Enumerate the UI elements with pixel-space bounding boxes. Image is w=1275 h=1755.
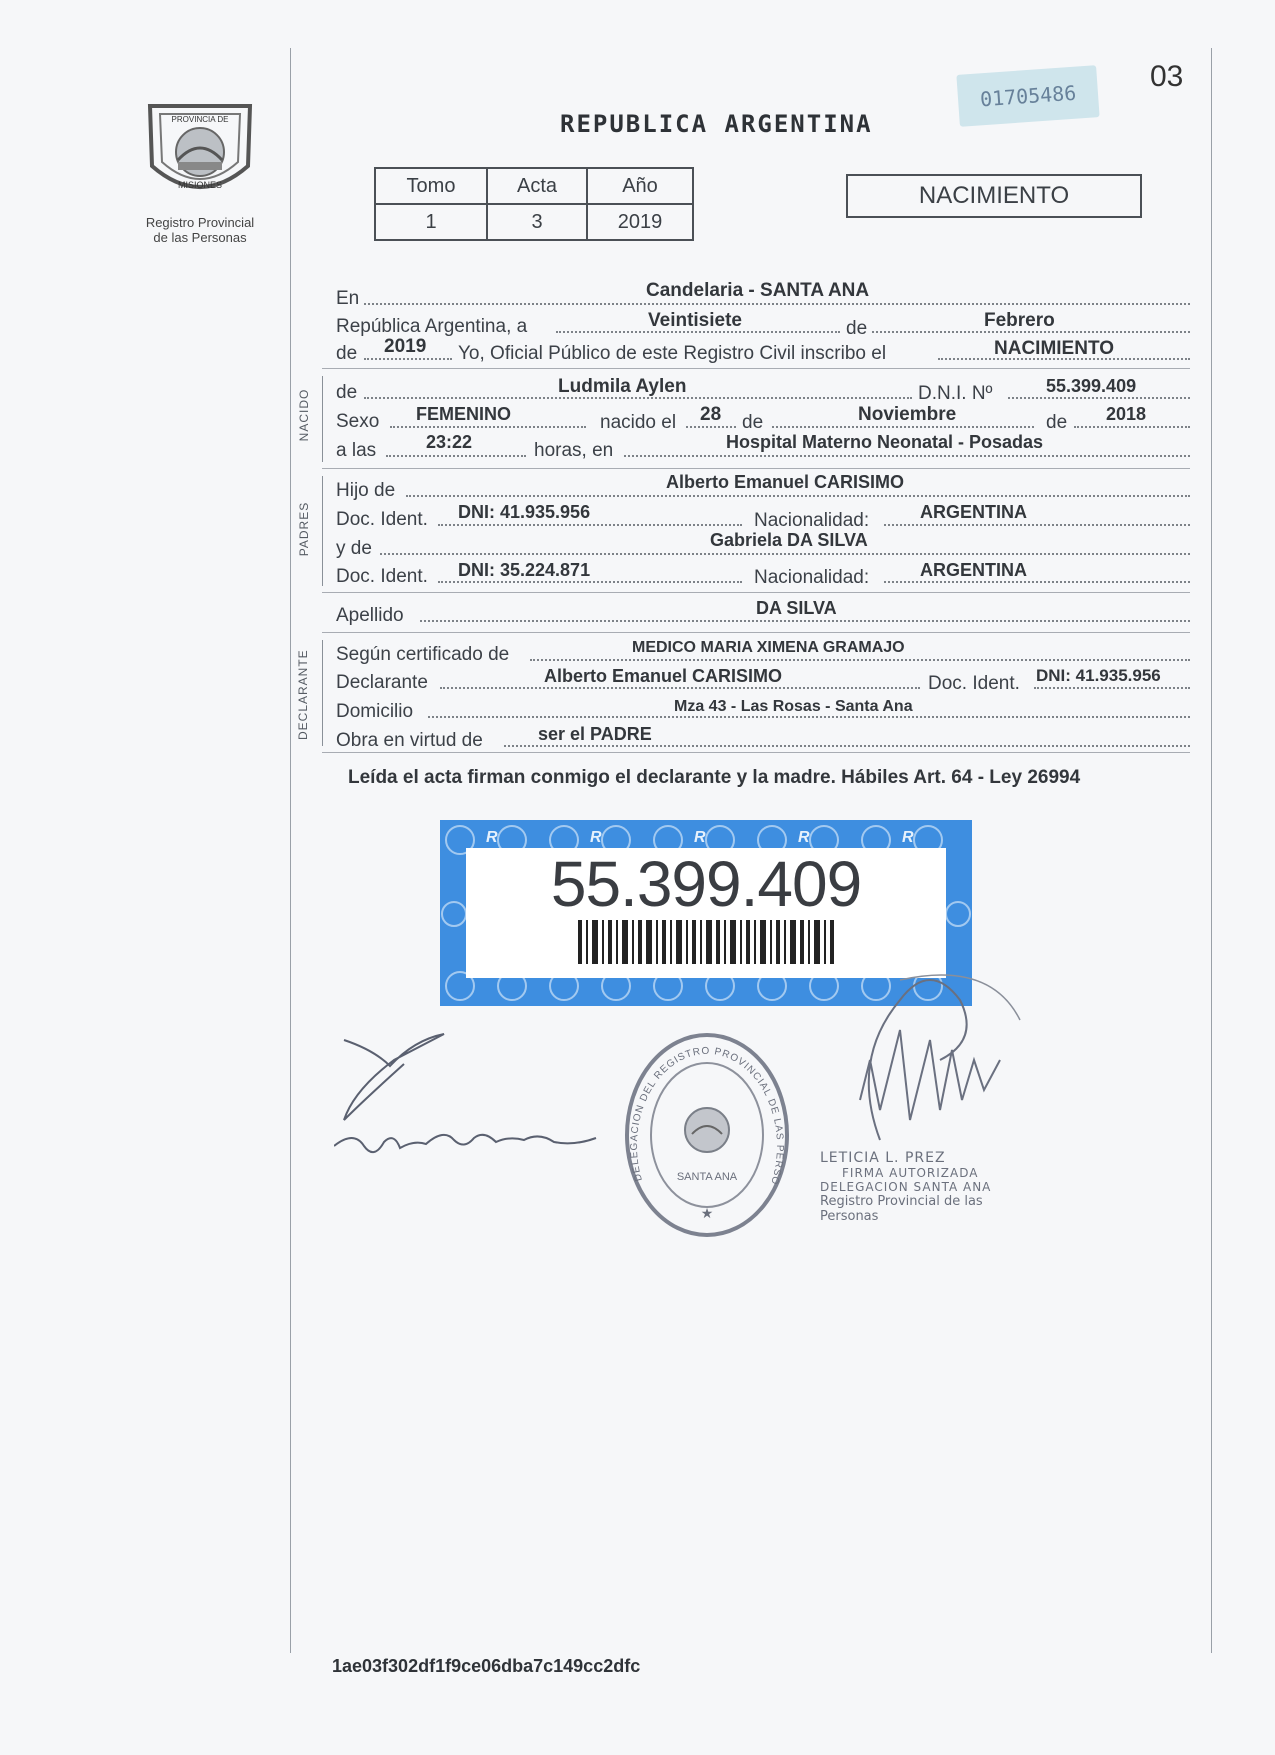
separator-5 bbox=[322, 752, 1190, 753]
svg-text:R: R bbox=[590, 829, 602, 846]
right-margin-line bbox=[1211, 48, 1212, 1653]
dots-mother bbox=[380, 553, 1190, 555]
label-nacionalidad-mother: Nacionalidad: bbox=[754, 567, 870, 588]
value-surname: DA SILVA bbox=[756, 598, 837, 618]
text-yo-oficial: Yo, Oficial Público de este Registro Civil inscribo el bbox=[458, 343, 887, 364]
dots-declarant-doc bbox=[1034, 687, 1190, 689]
registry-name-line2: de las Personas bbox=[153, 230, 247, 245]
value-year: 2019 bbox=[384, 336, 427, 357]
official-delegation: DELEGACION SANTA ANA bbox=[820, 1180, 992, 1194]
left-margin-line bbox=[290, 48, 291, 1653]
svg-text:MISIONES: MISIONES bbox=[177, 180, 223, 190]
label-declarante: Declarante bbox=[336, 672, 428, 693]
dots-father-nat bbox=[884, 524, 1190, 526]
meta-table-header-row bbox=[375, 168, 693, 204]
section-label-declarante: DECLARANTE bbox=[296, 649, 310, 740]
official-title: FIRMA AUTORIZADA bbox=[842, 1166, 979, 1180]
value-declarant: Alberto Emanuel CARISIMO bbox=[544, 666, 783, 686]
separator-1 bbox=[322, 368, 1190, 369]
label-obra-virtud: Obra en virtud de bbox=[336, 730, 483, 751]
value-declarant-doc: DNI: 41.935.956 bbox=[1036, 666, 1161, 685]
label-nacionalidad-father: Nacionalidad: bbox=[754, 510, 870, 531]
label-de-name: de bbox=[336, 382, 358, 403]
dots-time bbox=[386, 455, 526, 457]
value-month: Febrero bbox=[984, 310, 1055, 331]
label-en: En bbox=[336, 288, 360, 309]
value-sexo: FEMENINO bbox=[416, 404, 512, 424]
label-horas-en: horas, en bbox=[534, 440, 614, 461]
label-birth-de2: de bbox=[1046, 412, 1068, 433]
country-title: REPUBLICA ARGENTINA bbox=[560, 110, 873, 138]
label-republica: República Argentina, a bbox=[336, 316, 528, 337]
dots-year bbox=[364, 358, 452, 360]
value-mother-nationality: ARGENTINA bbox=[920, 560, 1027, 580]
label-birth-de1: de bbox=[742, 412, 764, 433]
label-doc-ident-mother: Doc. Ident. bbox=[336, 566, 428, 587]
label-segun-certificado: Según certificado de bbox=[336, 644, 510, 665]
separator-2 bbox=[322, 468, 1190, 469]
province-seal-icon bbox=[130, 96, 270, 208]
label-de-month: de bbox=[846, 318, 868, 339]
svg-text:★: ★ bbox=[700, 1205, 714, 1221]
value-dni: 55.399.409 bbox=[1046, 376, 1137, 396]
meta-header-tomo: Tomo bbox=[375, 168, 487, 204]
dots-birth-place bbox=[624, 455, 1190, 457]
label-y-de: y de bbox=[336, 538, 372, 559]
value-capacity: ser el PADRE bbox=[538, 724, 652, 744]
svg-text:R: R bbox=[798, 829, 810, 846]
label-apellido: Apellido bbox=[336, 605, 404, 626]
label-sexo: Sexo bbox=[336, 411, 380, 432]
dots-capacity bbox=[504, 745, 1190, 747]
meta-header-acta: Acta bbox=[487, 168, 587, 204]
label-nacido-el: nacido el bbox=[600, 412, 677, 433]
svg-text:DELEGACION DEL REGISTRO PROVIN: DELEGACION DEL REGISTRO PROVINCIAL DE LAS PERSO bbox=[628, 1045, 786, 1187]
value-place: Candelaria - SANTA ANA bbox=[646, 280, 870, 301]
label-a-las: a las bbox=[336, 440, 377, 461]
value-father-nationality: ARGENTINA bbox=[920, 502, 1027, 522]
padres-bracket bbox=[322, 476, 323, 586]
dots-father bbox=[406, 495, 1190, 497]
stamp-seal-icon bbox=[622, 1030, 792, 1240]
label-dni: D.N.I. Nº bbox=[918, 383, 993, 404]
declarante-bracket bbox=[322, 640, 323, 746]
meta-value-acta: 3 bbox=[487, 204, 587, 240]
registry-stamp bbox=[622, 1030, 792, 1240]
left-signature bbox=[334, 1020, 614, 1220]
value-birth-day: 28 bbox=[700, 404, 722, 425]
svg-text:PROVINCIA DE: PROVINCIA DE bbox=[171, 115, 229, 124]
meta-header-anio: Año bbox=[587, 168, 693, 204]
official-registry: Registro Provincial de las Personas bbox=[820, 1194, 983, 1224]
label-hijo-de: Hijo de bbox=[336, 480, 396, 501]
svg-text:R: R bbox=[486, 829, 498, 846]
label-doc-ident-father: Doc. Ident. bbox=[336, 509, 428, 530]
dots-birth-year bbox=[1074, 426, 1190, 428]
dots-declarant bbox=[440, 687, 920, 689]
registry-name-line1: Registro Provincial bbox=[145, 215, 255, 230]
sticker-dni-number: 55.399.409 bbox=[550, 848, 862, 920]
dots-sexo bbox=[390, 426, 586, 428]
dots-father-doc bbox=[438, 524, 742, 526]
meta-value-anio: 2019 bbox=[587, 204, 693, 240]
document-hash: 1ae03f302df1f9ce06dba7c149cc2dfc bbox=[332, 1656, 641, 1676]
separator-4 bbox=[322, 632, 1190, 633]
nacido-bracket bbox=[322, 376, 323, 462]
value-time: 23:22 bbox=[426, 432, 473, 452]
section-label-nacido: NACIDO bbox=[297, 388, 311, 442]
label-de-year: de bbox=[336, 343, 358, 364]
serial-number: 01705486 bbox=[979, 80, 1078, 112]
value-record-kind: NACIMIENTO bbox=[994, 338, 1114, 359]
svg-text:R: R bbox=[694, 829, 706, 846]
dots-birth-month bbox=[772, 426, 1034, 428]
dots-certificate bbox=[530, 659, 1190, 661]
official-block bbox=[820, 1150, 1040, 1224]
registry-logo bbox=[130, 96, 270, 246]
dots-mother-doc bbox=[438, 581, 742, 583]
official-name: LETICIA L. PREZ bbox=[820, 1150, 946, 1166]
record-type: NACIMIENTO bbox=[918, 182, 1070, 209]
meta-table-value-row bbox=[375, 204, 693, 240]
value-father: Alberto Emanuel CARISIMO bbox=[666, 472, 905, 492]
value-birth-year: 2018 bbox=[1106, 404, 1147, 424]
label-domicilio: Domicilio bbox=[336, 701, 414, 722]
value-father-doc: DNI: 41.935.956 bbox=[458, 502, 591, 522]
value-birth-place: Hospital Materno Neonatal - Posadas bbox=[726, 432, 1044, 452]
page-number: 03 bbox=[1150, 60, 1184, 93]
svg-text:SANTA ANA: SANTA ANA bbox=[676, 1171, 738, 1183]
dots-mother-nat bbox=[884, 581, 1190, 583]
label-doc-ident-declarant: Doc. Ident. bbox=[928, 673, 1020, 694]
value-address: Mza 43 - Las Rosas - Santa Ana bbox=[674, 698, 913, 715]
serial-stamp bbox=[956, 65, 1099, 127]
dots-address bbox=[428, 716, 1190, 718]
value-mother: Gabriela DA SILVA bbox=[710, 530, 868, 550]
dots-dni bbox=[1008, 397, 1190, 399]
value-certificate: MEDICO MARIA XIMENA GRAMAJO bbox=[632, 639, 905, 656]
dots-en bbox=[364, 303, 1190, 305]
svg-text:R: R bbox=[902, 829, 914, 846]
section-label-padres: PADRES bbox=[297, 501, 311, 557]
value-mother-doc: DNI: 35.224.871 bbox=[458, 560, 591, 580]
record-type-box bbox=[846, 174, 1142, 218]
separator-3 bbox=[322, 592, 1190, 593]
dots-surname bbox=[420, 620, 1190, 622]
meta-value-tomo: 1 bbox=[375, 204, 487, 240]
value-day-words: Veintisiete bbox=[648, 310, 742, 331]
record-meta-table bbox=[374, 167, 694, 241]
svg-text:Daniela Gabriela: Daniela Gabriela bbox=[344, 1180, 352, 1181]
dots-birth-day bbox=[686, 426, 736, 428]
value-birth-month: Noviembre bbox=[858, 404, 957, 425]
value-name: Ludmila Aylen bbox=[558, 376, 687, 397]
closing-statement: Leída el acta firman conmigo el declarante y la madre. Hábiles Art. 64 - Ley 26994 bbox=[348, 767, 1081, 788]
